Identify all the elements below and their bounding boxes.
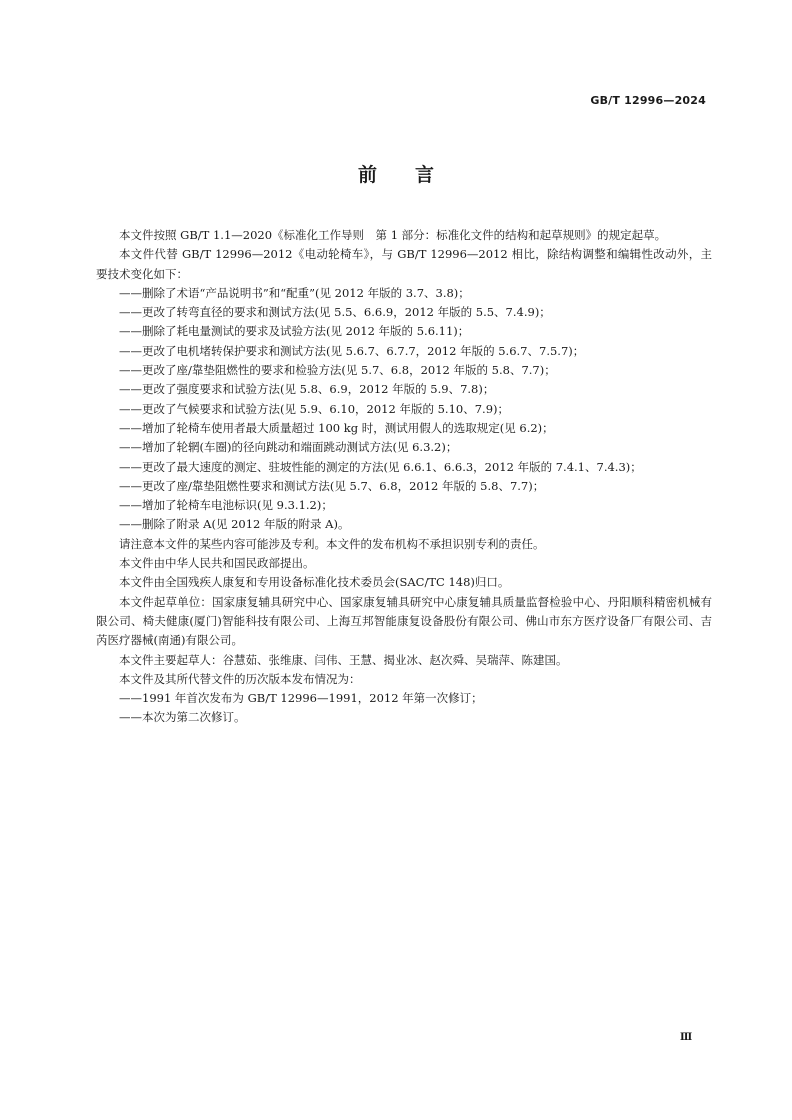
change-item: ——更改了转弯直径的要求和测试方法(见 5.5、6.6.9，2012 年版的 5.5、7.4.9)；: [119, 305, 551, 320]
change-item: ——更改了强度要求和试验方法(见 5.8、6.9，2012 年版的 5.9、7.8)；: [119, 382, 495, 397]
patent-note: 请注意本文件的某些内容可能涉及专利。本文件的发布机构不承担识别专利的责任。: [119, 536, 545, 551]
change-item: ——删除了附录 A(见 2012 年版的附录 A)。: [119, 517, 350, 532]
change-item: ——增加了轮椅车电池标识(见 9.3.1.2)；: [119, 498, 333, 513]
drafting-units: 本文件起草单位：国家康复辅具研究中心、国家康复辅具研究中心康复辅具质量监督检验中心、丹阳顺科精密机械有限公司、椅夫健康(厦门)智能科技有限公司、上海互邦智能康复设备股份有限公司、佛山市东方医疗设备厂有限公司、吉芮医疗器械(南通)有限公司。: [96, 594, 712, 648]
change-item: ——更改了座/靠垫阻燃性的要求和检验方法(见 5.7、6.8，2012 年版的 5.8、7.7)；: [119, 363, 556, 378]
page-title: 前言: [357, 164, 472, 186]
change-item: ——更改了座/靠垫阻燃性要求和测试方法(见 5.7、6.8，2012 年版的 5.8、7.7)；: [119, 478, 545, 493]
drafters: 本文件主要起草人：谷慧茹、张维康、闫伟、王慧、揭业冰、赵次舜、吴瑞萍、陈建国。: [119, 652, 568, 667]
foreword-body: [96, 226, 712, 728]
page-number: Ⅲ: [680, 1032, 693, 1043]
change-item: ——更改了电机堵转保护要求和测试方法(见 5.6.7、6.7.7，2012 年版的 5.6.7、7.5.7)；: [119, 343, 585, 358]
change-item: ——增加了轮辋(车圈)的径向跳动和端面跳动测试方法(见 6.3.2)；: [119, 440, 458, 455]
proposer-note: 本文件由中华人民共和国民政部提出。: [119, 556, 315, 571]
change-item: ——删除了术语“产品说明书”和“配重”(见 2012 年版的 3.7、3.8)；: [119, 285, 470, 300]
change-item: ——更改了最大速度的测定、驻坡性能的测定的方法(见 6.6.1、6.6.3，2012 年版的 7.4.1、7.4.3)；: [119, 459, 642, 474]
standard-number: GB/T 12996—2024: [590, 94, 706, 107]
change-item: ——增加了轮椅车使用者最大质量超过 100 kg 时，测试用假人的选取规定(见 6.2)；: [119, 420, 554, 435]
intro-paragraph: 本文件按照 GB/T 1.1—2020《标准化工作导则 第 1 部分：标准化文件的结构和起草规则》的规定起草。: [119, 228, 667, 242]
committee-note: 本文件由全国残疾人康复和专用设备标准化技术委员会(SAC/TC 148)归口。: [119, 575, 510, 590]
change-item: ——更改了气候要求和试验方法(见 5.9、6.10，2012 年版的 5.10、7.9)；: [119, 401, 509, 416]
history-intro: 本文件及其所代替文件的历次版本发布情况为：: [119, 671, 361, 686]
change-item: ——删除了耗电量测试的要求及试验方法(见 2012 年版的 5.6.11)；: [119, 324, 470, 339]
history-item: ——本次为第二次修订。: [119, 710, 246, 725]
history-item: ——1991 年首次发布为 GB/T 12996—1991，2012 年第一次修订；: [119, 691, 483, 706]
intro-paragraph: 本文件代替 GB/T 12996—2012《电动轮椅车》，与 GB/T 12996—2012 相比，除结构调整和编辑性改动外，主要技术变化如下：: [96, 247, 712, 281]
